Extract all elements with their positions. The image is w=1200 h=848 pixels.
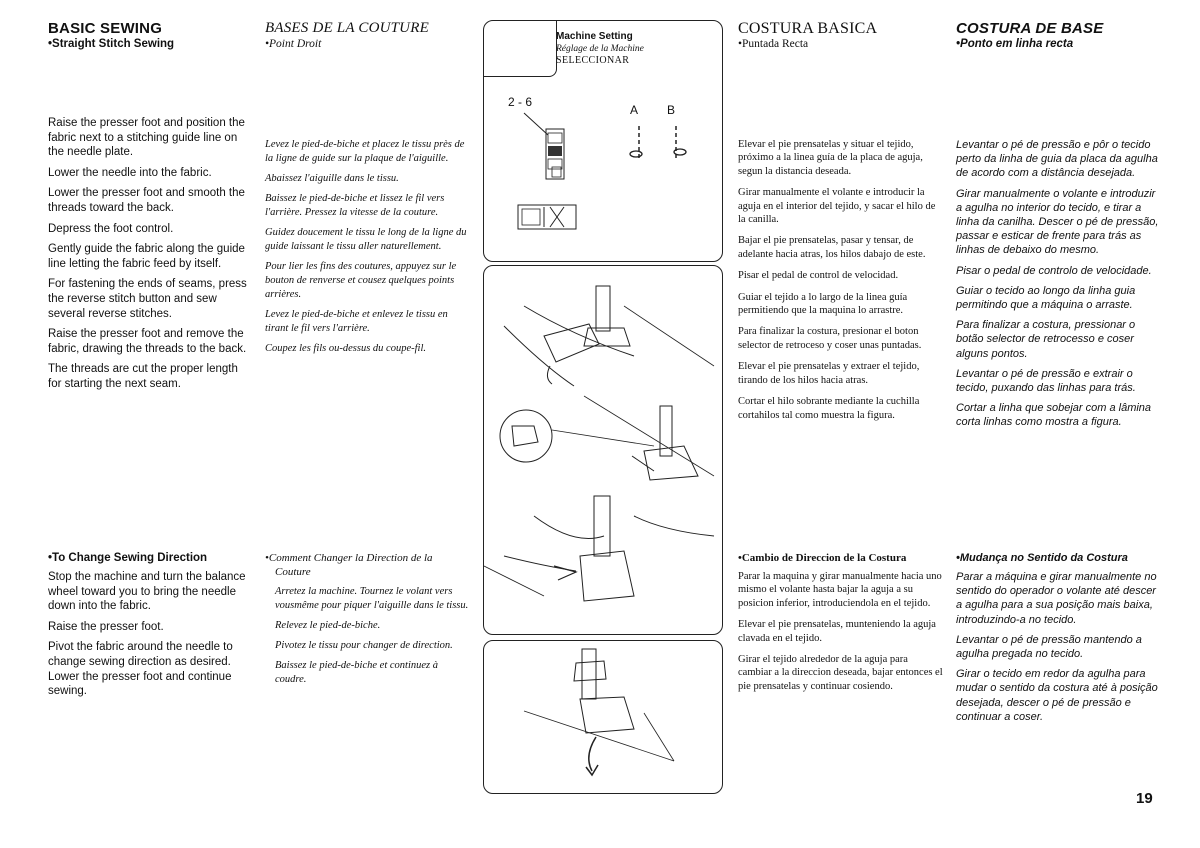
paragraph: Lower the presser foot and smooth the threads toward the back. [48,187,245,214]
paragraph: Guiar o tecido ao longo da linha guia permitindo que a máquina o arraste. [956,284,1136,312]
portuguese-column [956,20,1161,723]
paragraph: Elevar el pie prensatelas y extraer el tejido, tirando de los hilos hacia atras. [738,361,920,386]
english-title: BASIC SEWING [48,20,163,37]
machine-setting-es: SELECCIONAR [556,55,630,66]
label-b: B [667,103,676,117]
label-a: A [630,103,639,117]
paragraph: Gently guide the fabric along the guide line letting the fabric feed by itself. [48,243,245,270]
paragraph: Lower the needle into the fabric. [48,166,212,179]
paragraph: Pour lier les fins des coutures, appuyez sur le bouton de renverse et cousez quelques points arrières. [265,261,457,300]
paragraph: Baissez le pied-de-biche et lissez le fil vers l'arrière. Pressez la vitesse de la couture. [265,193,445,218]
french-subtitle: •Point Droit [265,38,322,50]
pivot-fabric-illustration [484,641,722,793]
paragraph: Arretez la machine. Tournez le volant vers vousmême pour piquer l'aiguille dans le tissu. [275,586,469,611]
french-subheading: •Comment Changer la Direction de la Couture [265,552,433,578]
paragraph: Guidez doucement le tissu le long de la ligne du guide laissant le tissu aller naturellement. [265,227,467,252]
paragraph: Cortar a linha que sobejar com a lâmina corta linhas como mostra a figura. [956,402,1152,429]
spanish-title: COSTURA BASICA [738,20,878,37]
paragraph: Cortar el hilo sobrante mediante la cuchilla cortahilos tal como muestra la figura. [738,396,920,421]
paragraph: Elevar el pie prensatelas y situar el tejido, próximo a la linea guía de la placa de aguja, segun la distancia deseada. [738,139,923,177]
english-subheading: •To Change Sewing Direction [48,552,208,564]
spanish-subtitle: •Puntada Recta [738,38,809,50]
english-direction-section [48,551,253,705]
french-direction-section [265,551,470,693]
portuguese-subheading: •Mudança no Sentido da Costura [956,552,1128,564]
spanish-column [738,20,943,692]
french-instructions [265,138,470,362]
paragraph: For fastening the ends of seams, press the reverse stitch button and sew several reverse stitches. [48,278,247,320]
paragraph: Abaissez l'aiguille dans le tissu. [265,173,399,184]
paragraph: Pisar o pedal de controlo de velocidade. [956,264,1152,277]
portuguese-title: COSTURA DE BASE [956,20,1104,37]
machine-setting-fr: Réglage de la Machine [556,44,644,54]
paragraph: Girar manualmente o volante e introduzir a agulha no interior do tecido, e tirar a linha da canilha. Descer o pé de pressão, passar e esticar de frente para trás as linhas de debaixo do mesmo. [956,187,1159,257]
paragraph: Pisar el pedal de control de velocidad. [738,270,899,282]
stitch-range-label: 2 - 6 [508,95,533,109]
portuguese-instructions [956,138,1161,436]
paragraph: Girar manualmente el volante e introducir la aguja en el interior del tejido, y sacar el hilo de la canilla. [738,187,936,226]
english-column [48,20,248,698]
portuguese-direction-section [956,551,1161,730]
french-title: BASES DE LA COUTURE [265,20,429,36]
paragraph: Levantar o pé de pressão e extrair o tecido, puxando das linhas para trás. [956,367,1136,395]
paragraph: Raise the presser foot. [48,620,164,633]
paragraph: Stop the machine and turn the balance wheel toward you to bring the needle down into the fabric. [48,571,246,613]
paragraph: Bajar el pie prensatelas, pasar y tensar, de adelante hacia atras, los hilos dabajo de este. [738,235,926,260]
paragraph: Para finalizar a costura, pressionar o botão selector de retrocesso e coser alguns pontos. [956,319,1136,360]
paragraph: Girar o tecido em redor da agulha para mudar o sentido da costura até à posição desejada, descer o pé de pressão e continuar a coser. [956,668,1158,723]
paragraph: Raise the presser foot and remove the fabric, drawing the threads to the back. [48,328,247,355]
paragraph: Levez le pied-de-biche et enlevez le tissu en tirant le fil vers l'arrière. [265,309,448,334]
paragraph: Relevez le pied-de-biche. [275,620,381,631]
paragraph: Parar la maquina y girar manualmente hacia uno mismo el volante hasta bajar la aguja a su posicion inferior, introduciendola en el tejido. [738,571,942,609]
paragraph: Levantar o pé de pressão mantendo a agulha pregada no tecido. [956,633,1142,661]
page-number: 19 [1136,790,1153,807]
stitch-selector-illustration [484,21,722,261]
portuguese-subtitle: •Ponto em linha recta [956,38,1074,50]
spanish-instructions [738,138,943,430]
spanish-subheading: •Cambio de Direccion de la Costura [738,552,907,564]
paragraph: Guiar el tejido a lo largo de la linea guía permitiendo que la maquina lo arrastre. [738,291,908,317]
paragraph: Elevar el pie prensatelas, munteniendo la aguja clavada en el tejido. [738,619,936,644]
paragraph: Parar a máquina e girar manualmente no sentido do operador o volante até descer a agulha para a sua posição mais baixa, introduzindo-a no tecido. [956,571,1157,626]
paragraph: Baissez le pied-de-biche et continuez à coudre. [275,660,438,685]
french-column [265,20,470,685]
paragraph: Depress the foot control. [48,222,174,235]
sewing-illustration-box [483,265,723,635]
pivot-illustration-box [483,640,723,794]
paragraph: Pivotez le tissu pour changer de direction. [275,640,453,651]
english-subtitle: •Straight Stitch Sewing [48,38,175,50]
paragraph: Levez le pied-de-biche et placez le tissu près de la ligne de guide sur la plaque de l'aiguille. [265,139,465,164]
english-instructions [48,116,248,398]
paragraph: Raise the presser foot and position the fabric next to a stitching guide line on the needle plate. [48,117,245,159]
sewing-machine-illustration [484,266,722,634]
paragraph: Para finalizar la costura, presionar el boton selector de retroceso y coser unas puntadas. [738,326,922,351]
paragraph: Levantar o pé de pressão e pôr o tecido perto da linha de guia da placa da agulha de acordo com a distância desejada. [956,139,1158,180]
paragraph: Coupez les fils ou-dessus du coupe-fil. [265,343,426,354]
paragraph: Girar el tejido alrededor de la aguja para cambiar a la direccion deseada, bajar entonces el pie prensatelas y continuar cosiendo. [738,654,943,692]
machine-setting-box [483,20,723,262]
paragraph: Pivot the fabric around the needle to change sewing direction as desired. Lower the presser foot and continue sewing. [48,641,233,698]
machine-setting-en: Machine Setting [556,31,633,42]
spanish-direction-section [738,551,943,701]
paragraph: The threads are cut the proper length for starting the next seam. [48,363,238,390]
